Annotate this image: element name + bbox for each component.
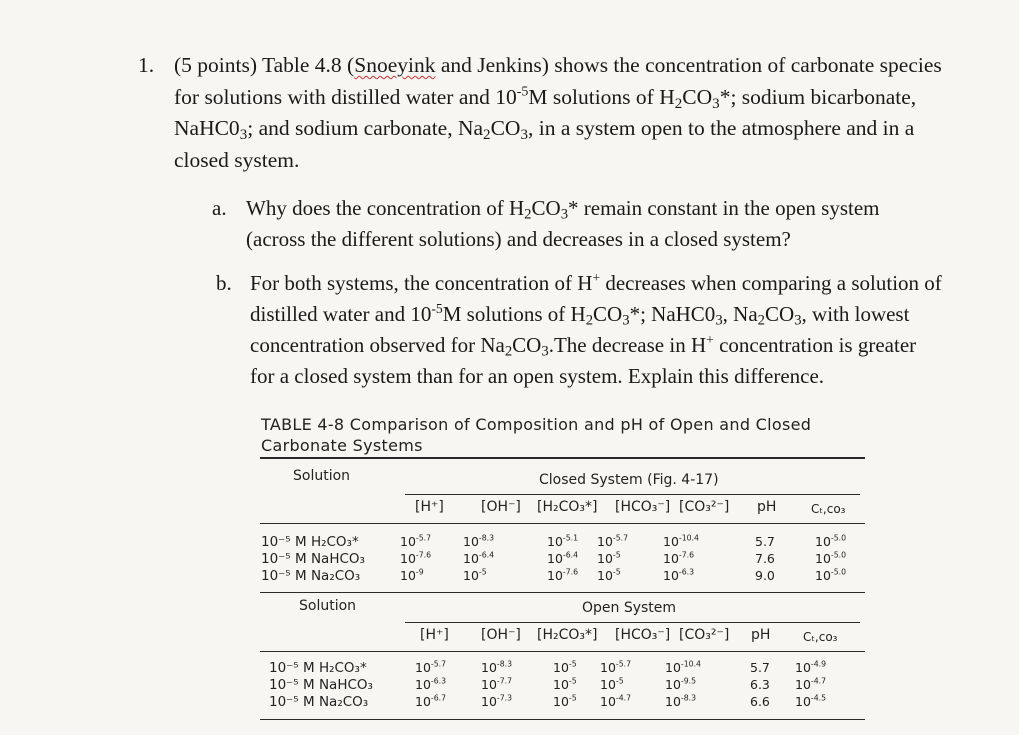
solution-header: Solution (293, 468, 351, 484)
table-cell-h2co3: $10^{-5}$ (553, 693, 577, 709)
table-cell-oh: $10^{-7.7}$ (481, 676, 513, 692)
table-cell-hco3: $10^{-5}$ (597, 550, 621, 566)
table-cell-ph: 6.6 (750, 694, 770, 709)
table-row-solution: 10⁻⁵ M NaHCO₃ (261, 551, 365, 567)
table-cell-co3: $10^{-8.3}$ (665, 693, 697, 709)
col-header: [CO₃²⁻] (679, 627, 730, 643)
table-cell-ct: $10^{-4.9}$ (795, 659, 827, 675)
table-row-solution: 10⁻⁵ M NaHCO₃ (269, 677, 373, 693)
table-row-solution: 10⁻⁵ M H₂CO₃* (269, 660, 367, 676)
table-cell-oh: $10^{-8.3}$ (463, 533, 495, 549)
col-header: [OH⁻] (481, 627, 521, 643)
table-cell-oh: $10^{-7.3}$ (481, 693, 513, 709)
table-cell-h: $10^{-7.6}$ (400, 550, 432, 566)
table-title: TABLE 4-8 Comparison of Composition and pH of Open and Closed Carbonate Systems (261, 415, 812, 455)
table-cell-oh: $10^{-6.4}$ (463, 550, 495, 566)
table-rule (405, 622, 860, 623)
col-header: [H⁺] (420, 627, 449, 643)
table-cell-ph: 5.7 (755, 534, 775, 549)
solution-header: Solution (299, 598, 357, 614)
table-cell-hco3: $10^{-4.7}$ (600, 693, 632, 709)
table-row-solution: 10⁻⁵ M Na₂CO₃ (261, 568, 361, 584)
table-cell-h2co3: $10^{-6.4}$ (547, 550, 579, 566)
col-header: [H₂CO₃*] (537, 627, 598, 643)
table-rule (260, 457, 865, 459)
col-header: pH (757, 499, 777, 515)
question-number: 1. (138, 53, 155, 77)
table-cell-co3: $10^{-7.6}$ (663, 550, 695, 566)
col-header: [H₂CO₃*] (537, 499, 598, 515)
table-cell-hco3: $10^{-5}$ (597, 567, 621, 583)
col-header: [HCO₃⁻] (615, 627, 671, 643)
table-4-8 (255, 410, 875, 730)
col-header: Cₜ,co₃ (811, 502, 846, 516)
table-cell-co3: $10^{-6.3}$ (663, 567, 695, 583)
col-header: [OH⁻] (481, 499, 521, 515)
table-cell-ct: $10^{-5.0}$ (815, 550, 847, 566)
sub-question-text: Why does the concentration of $H_2CO_3*$ remain constant in the open system (across the different solutions) and decreases in a closed system? (246, 196, 880, 251)
table-cell-h: $10^{-6.3}$ (415, 676, 447, 692)
table-cell-h: $10^{-9}$ (400, 567, 424, 583)
table-cell-co3: $10^{-10.4}$ (663, 533, 699, 549)
table-cell-ct: $10^{-5.0}$ (815, 567, 847, 583)
table-cell-ct: $10^{-5.0}$ (815, 533, 847, 549)
table-cell-hco3: $10^{-5.7}$ (600, 659, 632, 675)
open-system-caption: Open System (582, 600, 677, 616)
col-header: [HCO₃⁻] (615, 499, 671, 515)
table-cell-ph: 5.7 (750, 660, 770, 675)
sub-question-label: b. (216, 271, 232, 295)
col-header: [CO₃²⁻] (679, 499, 730, 515)
col-header: pH (751, 627, 771, 643)
table-cell-ph: 6.3 (750, 677, 770, 692)
table-cell-ph: 7.6 (755, 551, 775, 566)
table-cell-h: $10^{-5.7}$ (400, 533, 432, 549)
table-row-solution: 10⁻⁵ M H₂CO₃* (261, 534, 359, 550)
sub-question-label: a. (212, 196, 227, 220)
table-rule (260, 719, 865, 720)
table-cell-oh: $10^{-5}$ (463, 567, 487, 583)
table-cell-h: $10^{-6.7}$ (415, 693, 447, 709)
closed-system-caption: Closed System (Fig. 4-17) (539, 472, 719, 488)
table-cell-oh: $10^{-8.3}$ (481, 659, 513, 675)
table-rule (260, 651, 865, 652)
table-cell-h2co3: $10^{-7.6}$ (547, 567, 579, 583)
table-rule (260, 523, 865, 524)
table-cell-h: $10^{-5.7}$ (415, 659, 447, 675)
table-cell-co3: $10^{-10.4}$ (665, 659, 701, 675)
col-header: [H⁺] (415, 499, 444, 515)
table-cell-ct: $10^{-4.7}$ (795, 676, 827, 692)
table-cell-hco3: $10^{-5.7}$ (597, 533, 629, 549)
table-rule (405, 494, 860, 495)
table-cell-co3: $10^{-9.5}$ (665, 676, 697, 692)
table-cell-hco3: $10^{-5}$ (600, 676, 624, 692)
table-cell-ph: 9.0 (755, 568, 775, 583)
sub-question-text: For both systems, the concentration of H+ decreases when comparing a solution of distilled water and $10^{-5}M$ solutions of $H_2CO_3*$; $NaHC0_3$, $Na_2CO_3$, with lowest concentration observed for $Na_2CO_3.The$ decrease in H+ concentration is greater for a closed system than for an open system. Explain this difference. (250, 269, 942, 388)
col-header: Cₜ,co₃ (803, 630, 838, 644)
table-row-solution: 10⁻⁵ M Na₂CO₃ (269, 694, 369, 710)
question-text: (5 points) Table 4.8 (Snoeyink and Jenkins) shows the concentration of carbonate species for solutions with distilled water and $10^{-5}M$ solutions of $H_2CO_3*$; sodium bicarbonate, $NaHC0_3$; and sodium carbonate, $Na_2CO_3$, in a system open to the atmosphere and in a closed system. (174, 53, 942, 172)
table-rule (260, 592, 865, 593)
table-cell-h2co3: $10^{-5}$ (553, 676, 577, 692)
table-cell-h2co3: $10^{-5}$ (553, 659, 577, 675)
table-cell-ct: $10^{-4.5}$ (795, 693, 827, 709)
table-cell-h2co3: $10^{-5.1}$ (547, 533, 579, 549)
